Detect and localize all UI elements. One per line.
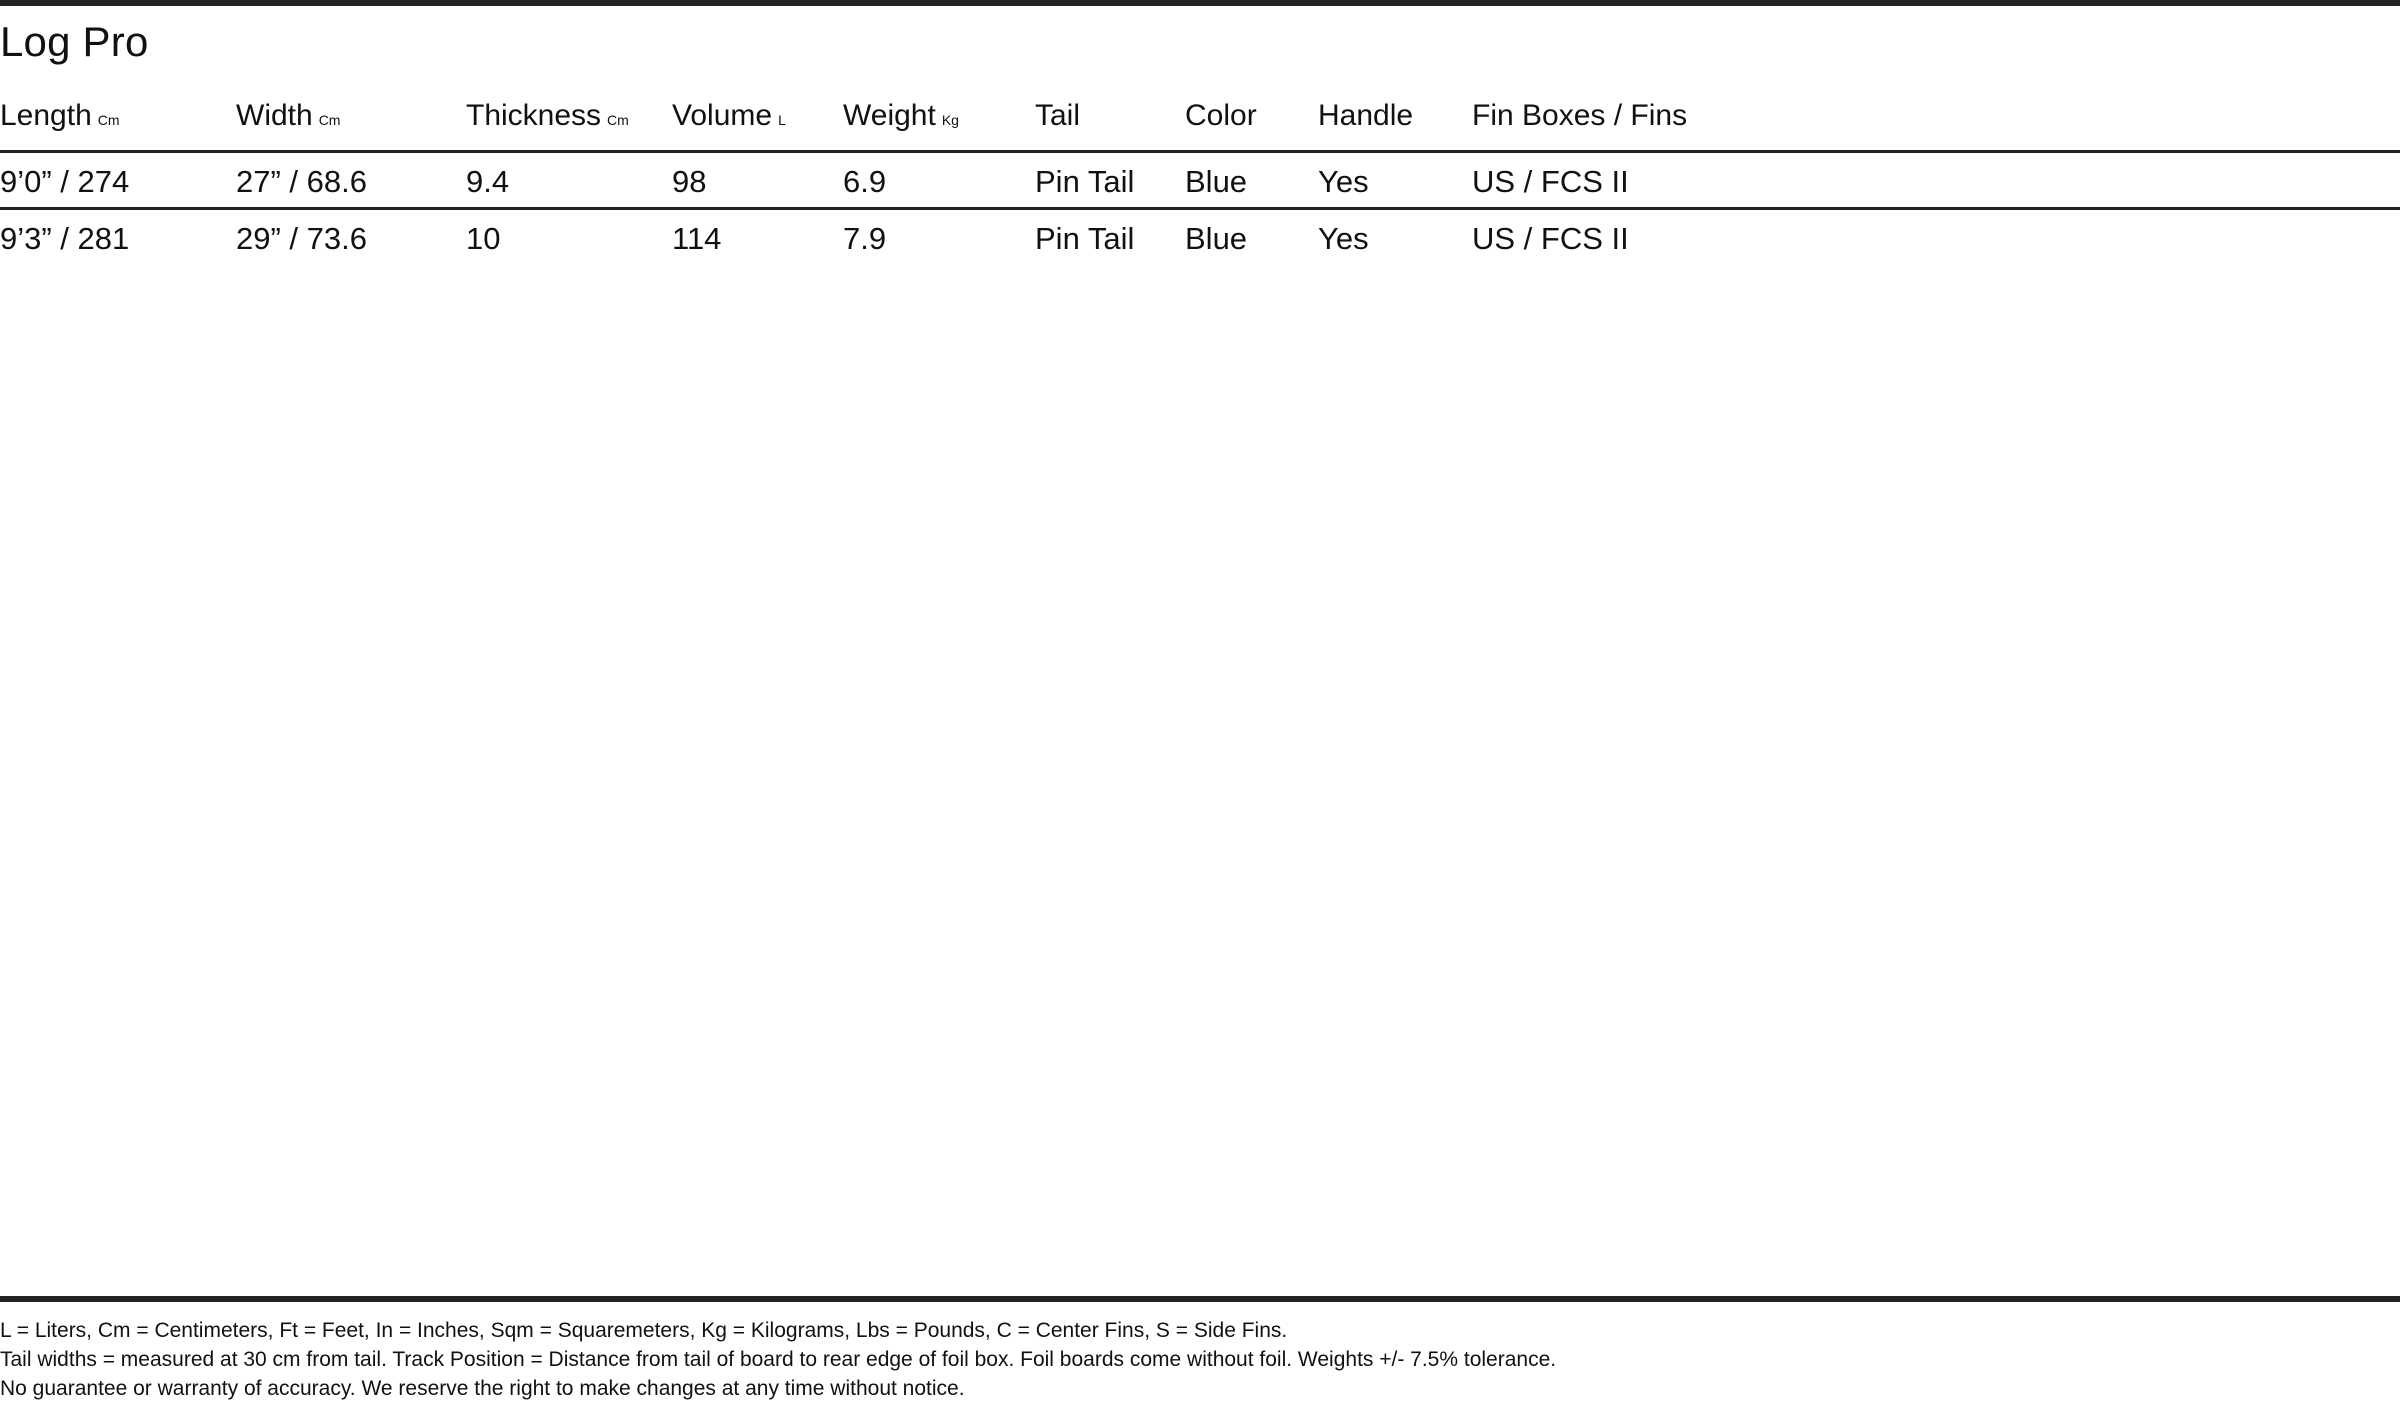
column-header-handle: Handle [1318,99,1414,132]
cell-weight: 6.9 [843,164,887,199]
cell-length: 9’3” / 281 [0,221,130,256]
column-header-width: Width Cm [236,99,341,132]
column-header-color: Color [1185,99,1257,132]
cell-width: 29” / 73.6 [236,221,367,256]
column-header-tail: Tail [1035,99,1081,132]
cell-volume: 114 [672,221,722,256]
footnotes [0,1316,1556,1403]
table-header-row [0,90,2400,152]
cell-handle: Yes [1318,221,1369,256]
cell-fin-boxes: US / FCS II [1472,221,1629,256]
footnote-measurements: Tail widths = measured at 30 cm from tail. Track Position = Distance from tail of board to rear edge of foil box. Foil boards come without foil. Weights +/- 7.5% tolerance. [0,1348,1557,1371]
row-divider [0,207,2400,210]
table-row [0,211,2400,267]
cell-color: Blue [1185,221,1248,256]
column-header-volume: Volume L [672,99,786,132]
bottom-rule [0,1296,2400,1302]
cell-tail: Pin Tail [1035,221,1135,256]
column-header-thickness: Thickness Cm [466,99,629,132]
spec-table [0,90,2400,256]
cell-thickness: 9.4 [466,164,510,199]
row-divider [0,150,2400,153]
footnote-disclaimer: No guarantee or warranty of accuracy. We reserve the right to make changes at any time without notice. [0,1377,965,1400]
cell-volume: 98 [672,164,707,199]
cell-fin-boxes: US / FCS II [1472,164,1629,199]
cell-weight: 7.9 [843,221,887,256]
cell-width: 27” / 68.6 [236,164,367,199]
footnote-abbreviations: L = Liters, Cm = Centimeters, Ft = Feet, In = Inches, Sqm = Squaremeters, Kg = Kilograms, Lbs = Pounds, C = Center Fins, S = Side Fins. [0,1319,1288,1342]
cell-tail: Pin Tail [1035,164,1135,199]
cell-color: Blue [1185,164,1248,199]
page-title: Log Pro [0,18,149,65]
table-row [0,154,2400,210]
column-header-length: Length Cm [0,99,120,132]
top-rule [0,0,2400,6]
column-header-fin-boxes: Fin Boxes / Fins [1472,99,1688,132]
cell-handle: Yes [1318,164,1369,199]
column-header-weight: Weight Kg [843,99,959,132]
cell-length: 9’0” / 274 [0,164,130,199]
cell-thickness: 10 [466,221,501,256]
